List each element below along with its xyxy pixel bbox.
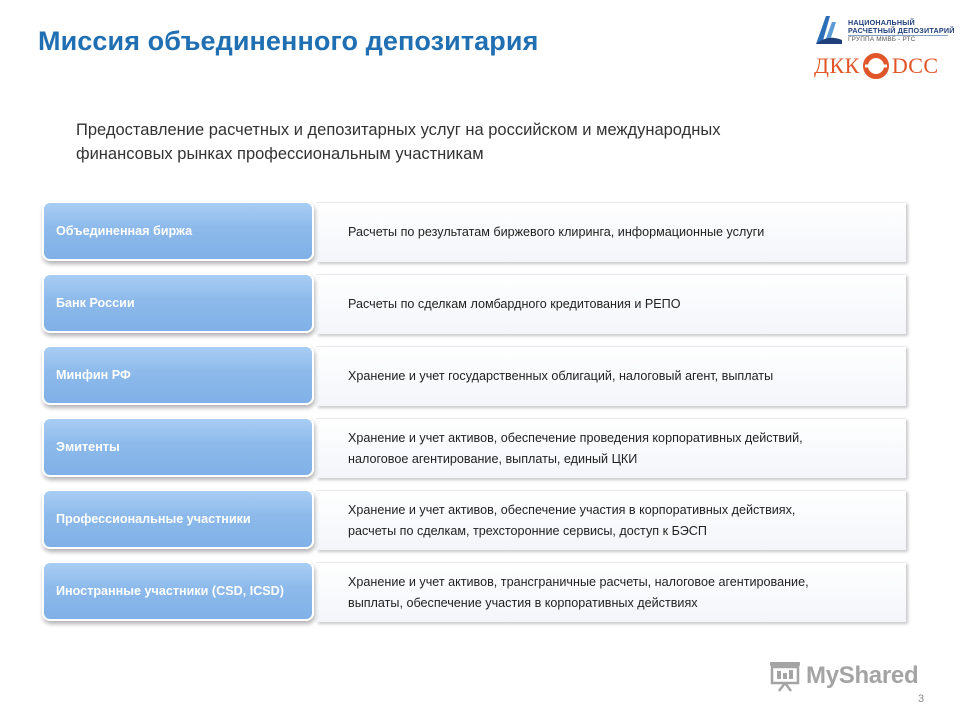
service-row (40, 202, 906, 262)
service-line: Хранение и учет государственных облигаций, налоговый агент, выплаты (348, 369, 774, 383)
client-pill (42, 201, 314, 261)
client-pill (42, 273, 314, 333)
dcc-logo-text: DCC (891, 53, 939, 78)
service-row (40, 490, 906, 550)
client-label: Банк России (56, 296, 135, 310)
dkk-logo-text: ДКК (814, 53, 860, 78)
service-row (40, 274, 906, 334)
client-pill (42, 489, 314, 549)
service-row (40, 346, 906, 406)
client-label: Профессиональные участники (56, 512, 251, 526)
subtitle-line-1: Предоставление расчетных и депозитарных услуг на российском и международных (76, 121, 721, 139)
service-line: Расчеты по результатам биржевого клиринга, информационные услуги (348, 225, 765, 239)
client-pill (42, 561, 314, 621)
nrd-logo-line2: РАСЧЕТНЫЙ ДЕПОЗИТАРИЙ (848, 26, 955, 35)
dkk-dcc-logo (814, 52, 950, 80)
client-label: Объединенная биржа (56, 224, 193, 238)
slide-subtitle (76, 118, 876, 166)
client-label: Иностранные участники (CSD, ICSD) (56, 584, 284, 598)
service-description (316, 346, 906, 406)
service-description (316, 418, 906, 478)
watermark-text: MyShared (806, 662, 919, 689)
nrd-logo (812, 14, 955, 48)
service-line: выплаты, обеспечение участия в корпоративных действиях (348, 595, 698, 610)
service-line: налоговое агентирование, выплаты, единый ЦКИ (348, 451, 638, 466)
page-number: 3 (918, 693, 925, 705)
service-line: Расчеты по сделкам ломбардного кредитования и РЕПО (348, 297, 681, 311)
client-pill (42, 345, 314, 405)
service-description (316, 274, 906, 334)
client-label: Минфин РФ (56, 368, 131, 382)
nrd-logo-line3: ГРУППА ММВБ - РТС (848, 36, 916, 43)
service-row (40, 562, 906, 622)
nrd-logo-line1: НАЦИОНАЛЬНЫЙ (848, 18, 915, 27)
client-label: Эмитенты (56, 440, 120, 454)
dkk-ring-icon (862, 52, 890, 80)
service-row (40, 418, 906, 478)
service-description (316, 490, 906, 550)
service-line: Хранение и учет активов, обеспечение проведения корпоративных действий, (348, 430, 803, 445)
service-line: Хранение и учет активов, трансграничные расчеты, налоговое агентирование, (348, 574, 809, 589)
presentation-board-icon (768, 659, 802, 693)
nrd-emblem-icon (812, 14, 844, 48)
myshared-watermark (768, 656, 928, 696)
subtitle-line-2: финансовых рынках профессиональным участникам (76, 145, 484, 163)
service-description (316, 562, 906, 622)
client-pill (42, 417, 314, 477)
service-line: Хранение и учет активов, обеспечение участия в корпоративных действиях, (348, 502, 796, 517)
slide-title: Миссия объединенного депозитария (38, 26, 539, 56)
service-line: расчеты по сделкам, трехсторонние сервисы, доступ к БЭСП (348, 523, 707, 538)
service-description (316, 202, 906, 262)
